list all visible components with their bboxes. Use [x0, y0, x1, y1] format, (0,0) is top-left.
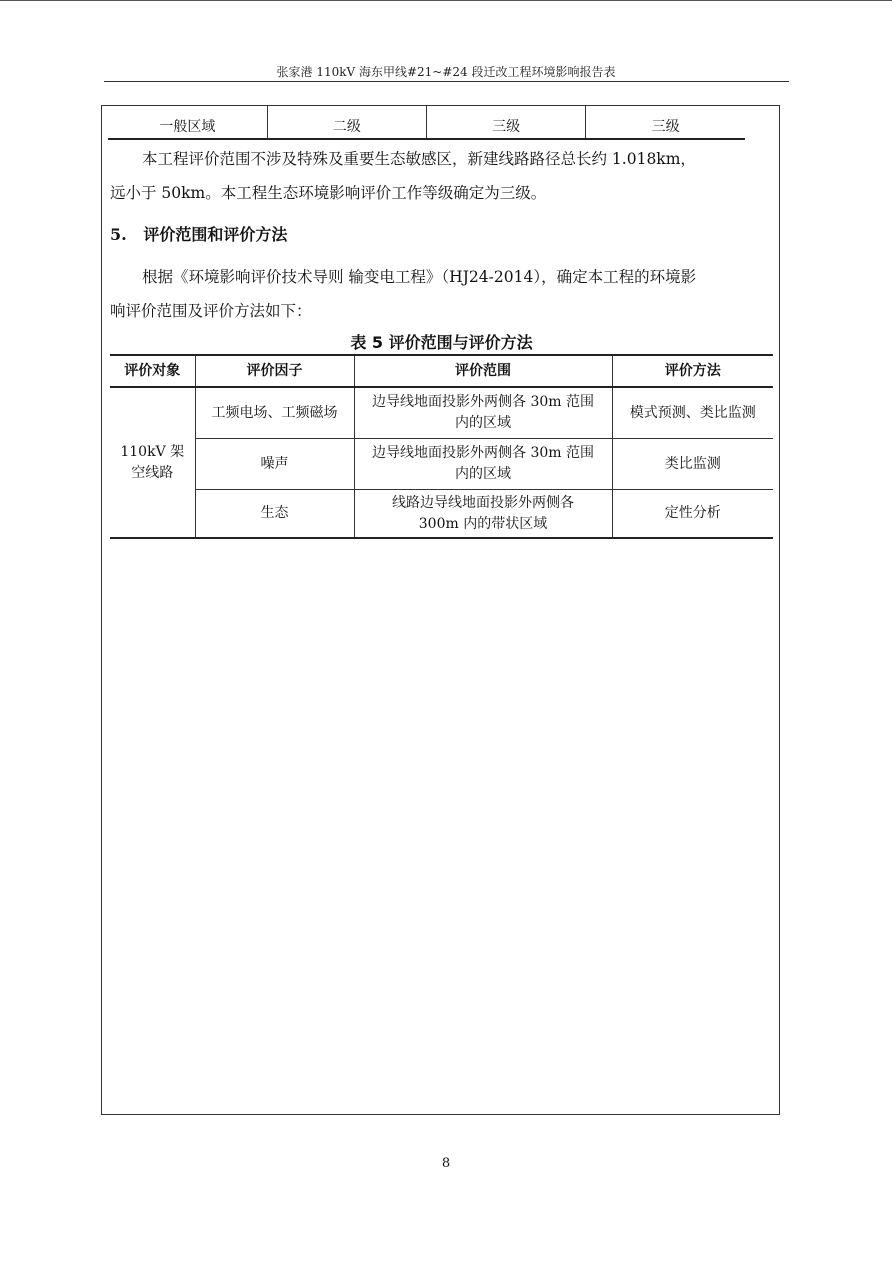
header-rule [104, 81, 789, 82]
table-cell: 三级 [586, 106, 745, 140]
table-cell: 二级 [267, 106, 426, 140]
cell-line: 线路边导线地面投影外两侧各 [392, 494, 574, 511]
cell-line: 110kV 架 [120, 443, 185, 460]
paragraph-line: 响评价范围及评价方法如下： [110, 302, 312, 320]
cell-line: 内的区域 [455, 415, 511, 431]
table-header-row [110, 355, 773, 387]
factor-cell: 噪声 [195, 439, 354, 490]
range-cell [354, 387, 612, 439]
paragraph-text: 根据《环境影响评价技术导则 输变电工程》（HJ24-2014），确定本工程的环境影 [142, 268, 697, 286]
range-cell [354, 439, 612, 490]
method-cell: 类比监测 [612, 439, 773, 490]
table-caption: 表 5 评价范围与评价方法 [350, 333, 533, 352]
table-row [110, 490, 773, 539]
method-cell: 定性分析 [612, 490, 773, 539]
table-cell: 一般区域 [108, 106, 267, 140]
column-header: 评价方法 [612, 355, 773, 387]
method-cell: 模式预测、类比监测 [612, 387, 773, 439]
evaluation-table [110, 354, 773, 539]
previous-table-continuation [108, 105, 745, 140]
section-title: 评价范围和评价方法 [143, 225, 288, 244]
paragraph-evaluation-level [110, 142, 775, 210]
cell-line: 300m 内的带状区域 [418, 515, 548, 532]
content-frame [101, 105, 780, 1115]
cell-line: 空线路 [131, 464, 174, 481]
factor-cell: 工频电场、工频磁场 [195, 387, 354, 439]
paragraph-text: 本工程评价范围不涉及特殊及重要生态敏感区，新建线路路径总长约 1.018km， [142, 150, 696, 168]
evaluation-object-cell [110, 387, 195, 538]
page-top-border [0, 0, 892, 1]
column-header: 评价范围 [354, 355, 612, 387]
column-header: 评价因子 [195, 355, 354, 387]
page-number: 8 [441, 1156, 451, 1171]
factor-cell: 生态 [195, 490, 354, 539]
section-number: 5. [110, 225, 127, 244]
paragraph-line [110, 142, 775, 176]
range-cell [354, 490, 612, 539]
cell-line: 边导线地面投影外两侧各 30m 范围 [372, 394, 594, 410]
cell-line: 内的区域 [455, 466, 511, 482]
section-heading [110, 222, 287, 245]
table-row [110, 439, 773, 490]
document-header-title: 张家港 110kV 海东甲线#21~#24 段迁改工程环境影响报告表 [276, 65, 616, 79]
paragraph-line: 远小于 50km。本工程生态环境影响评价工作等级确定为三级。 [110, 184, 547, 202]
paragraph-guideline [110, 260, 775, 328]
table-row [110, 387, 773, 439]
table-row [108, 106, 745, 140]
column-header: 评价对象 [110, 355, 195, 387]
table-cell: 三级 [427, 106, 586, 140]
paragraph-line [110, 260, 775, 294]
cell-line: 边导线地面投影外两侧各 30m 范围 [372, 445, 594, 461]
